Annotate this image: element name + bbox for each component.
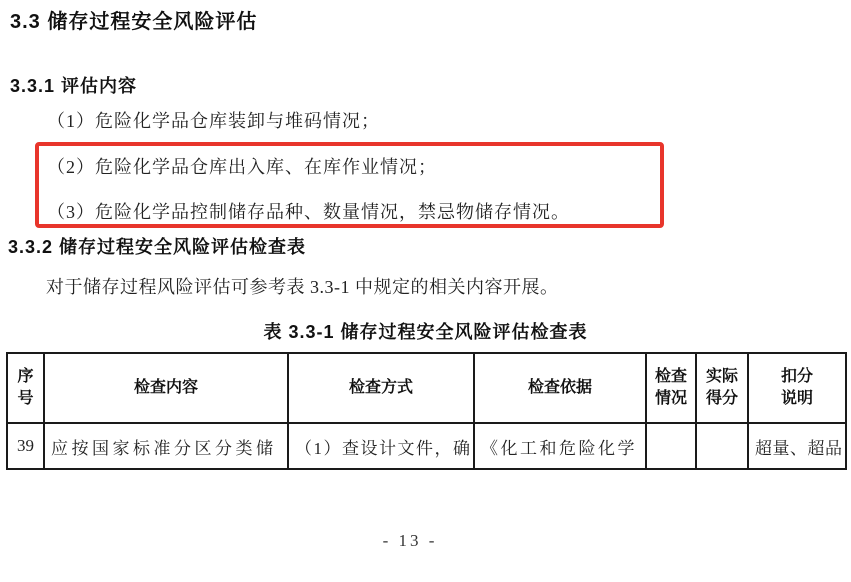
section-heading-3-3-2: 3.3.2 储存过程安全风险评估检查表 [8, 237, 307, 257]
header-check-method [288, 353, 474, 423]
header-line: 情况 [654, 390, 687, 407]
cell-deduction-note: 超量、超品 [748, 423, 846, 469]
header-line: 检查 [654, 368, 687, 386]
header-line: 实际 [705, 368, 738, 386]
cell-check-situation [646, 423, 696, 469]
checklist-table [6, 352, 847, 470]
header-line: 得分 [705, 390, 738, 407]
list-item-2: （2）危险化学品仓库出入库、在库作业情况； [47, 157, 437, 177]
header-line: 说明 [780, 390, 813, 407]
header-line: 检查依据 [527, 379, 592, 397]
cell-check-basis: 《化工和危险化学 [474, 423, 646, 469]
header-line: 号 [17, 390, 34, 407]
table-header-row [7, 353, 846, 423]
list-item-3: （3）危险化学品控制储存品种、数量情况，禁忌物储存情况。 [47, 202, 570, 222]
list-item-1: （1）危险化学品仓库装卸与堆码情况； [47, 111, 380, 131]
header-actual-score [696, 353, 748, 423]
table-row [7, 423, 846, 469]
cell-check-method: （1）查设计文件，确 [288, 423, 474, 469]
body-paragraph: 对于储存过程风险评估可参考表 3.3-1 中规定的相关内容开展。 [46, 277, 559, 297]
header-deduction-note [748, 353, 846, 423]
cell-actual-score [696, 423, 748, 469]
header-line: 检查内容 [133, 379, 198, 397]
header-check-basis [474, 353, 646, 423]
section-heading-3-3-1: 3.3.1 评估内容 [10, 76, 138, 96]
table-caption: 表 3.3-1 储存过程安全风险评估检查表 [263, 322, 588, 342]
page-number: - 13 - [382, 531, 438, 550]
header-check-situation [646, 353, 696, 423]
header-line: 检查方式 [348, 379, 413, 397]
header-serial-number [7, 353, 44, 423]
section-heading-3-3: 3.3 储存过程安全风险评估 [10, 11, 258, 33]
cell-check-content: 应按国家标准分区分类储 [44, 423, 288, 469]
cell-serial-number: 39 [7, 423, 44, 469]
header-check-content [44, 353, 288, 423]
header-line: 序 [17, 368, 34, 386]
header-line: 扣分 [780, 368, 813, 386]
